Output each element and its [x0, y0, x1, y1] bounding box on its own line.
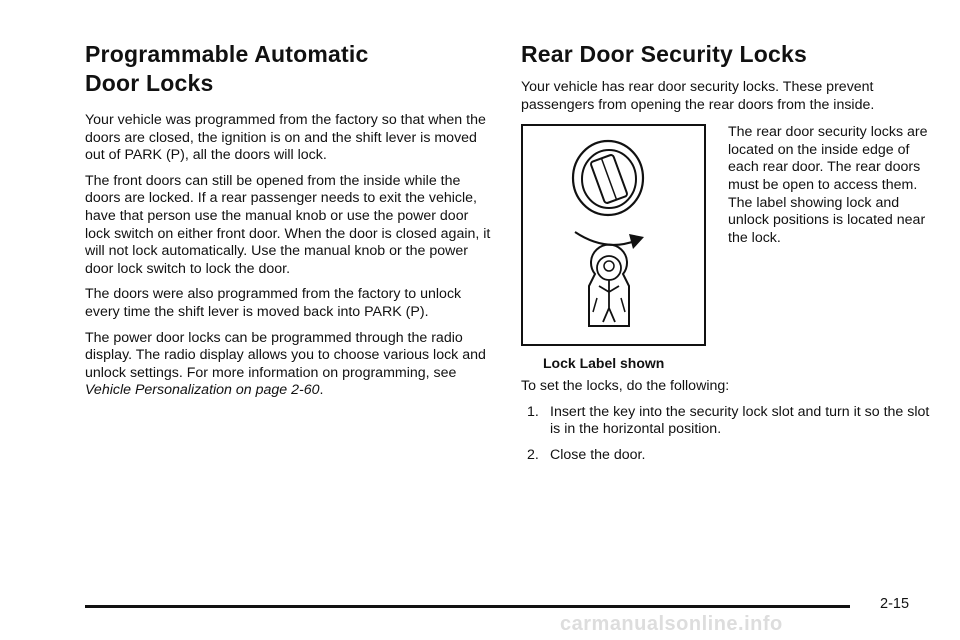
section-title-programmable-locks	[85, 40, 495, 98]
left-column	[85, 40, 495, 408]
paragraph-4-end: .	[319, 382, 324, 399]
right-column	[521, 40, 931, 473]
paragraph-3: The doors were also programmed from the factory to unlock every time the shift lever is moved back into PARK (P).	[85, 286, 462, 320]
figure-caption: Lock Label shown	[543, 355, 665, 372]
paragraph-4	[85, 330, 495, 400]
step-number: 1.	[527, 403, 539, 420]
watermark: carmanualsonline.info	[560, 613, 783, 635]
lock-label-figure	[521, 124, 706, 346]
cross-reference-link[interactable]: Vehicle Personalization on page 2-60	[85, 382, 320, 399]
section-title-security-locks: Rear Door Security Locks	[521, 41, 808, 67]
lock-illustration-icon	[523, 126, 708, 348]
step-number: 2.	[527, 446, 539, 463]
paragraph-2: The front doors can still be opened from the inside while the doors are locked. If a rear passenger needs to exit the vehicle, have that person use the manual knob or use the power door lock switch on either front door. When the door is closed again, it will not lock automatically. Use the manual knob or the power door lock switch to lock the door.	[85, 172, 491, 277]
title-line-2: Door Locks	[85, 70, 214, 96]
step-text: Insert the key into the security lock slot and turn it so the slot is in the horizontal position.	[550, 403, 930, 438]
steps-list	[521, 404, 931, 465]
step-text: Close the door.	[550, 446, 646, 463]
paragraph-4-text: The power door locks can be programmed through the radio display. The radio display allows you to choose various lock and unlock settings. For more information on programming, see	[85, 329, 486, 381]
list-item	[521, 404, 931, 439]
page-number: 2-15	[880, 596, 910, 612]
figure-description: The rear door security locks are located on the inside edge of each rear door. The rear doors must be open to access them. The label showing lock and unlock positions is located near the lock.	[728, 124, 928, 246]
intro-paragraph: Your vehicle has rear door security locks. These prevent passengers from opening the rear doors from the inside.	[521, 79, 875, 113]
list-item	[521, 447, 931, 465]
paragraph-1: Your vehicle was programmed from the factory so that when the doors are closed, the ignition is on and the shift lever is moved out of PARK (P), all the doors will lock.	[85, 112, 486, 164]
footer-rule	[85, 605, 850, 608]
steps-intro: To set the locks, do the following:	[521, 378, 730, 395]
title-line-1: Programmable Automatic	[85, 41, 369, 67]
figure-side-text	[728, 124, 938, 247]
figure-row	[521, 124, 931, 378]
